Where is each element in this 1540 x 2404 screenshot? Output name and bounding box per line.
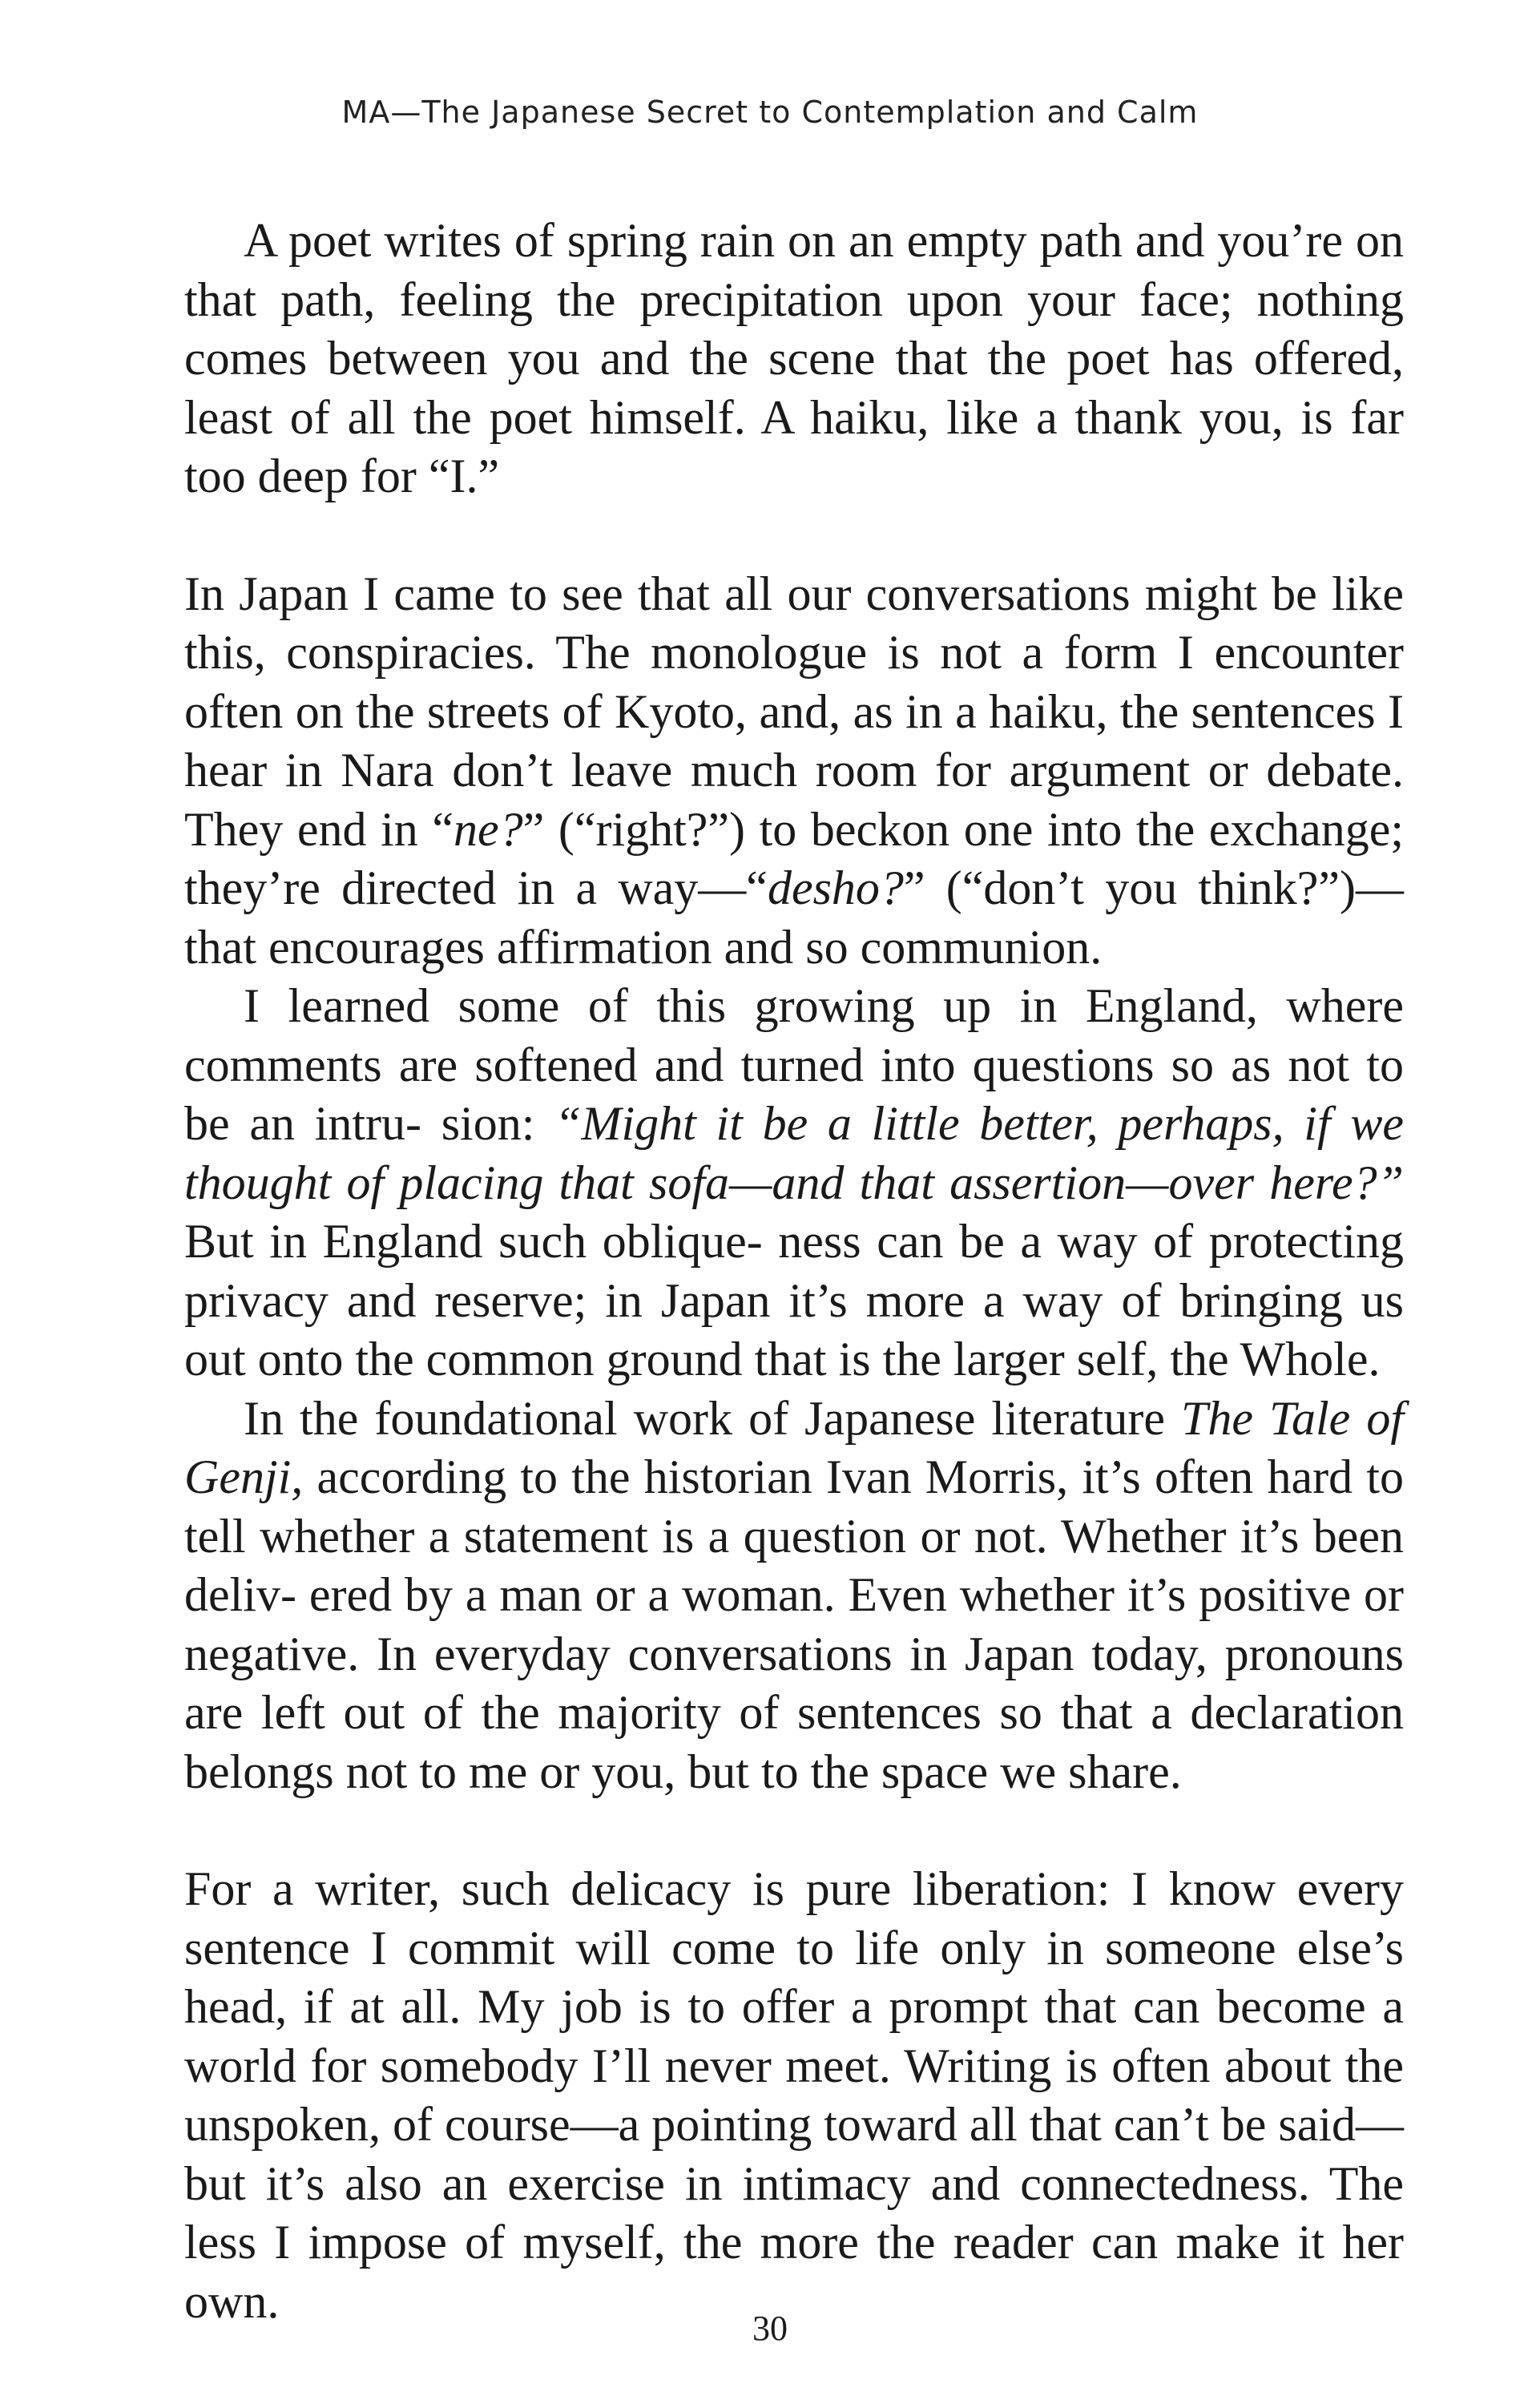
- body-text: [184, 212, 1404, 2331]
- paragraph-2-part-e: ” (“don’t you think?”)—that encourages affirmation and so communion.: [184, 861, 1405, 974]
- paragraph-4-part-a: In the foundational work of Japanese literature: [244, 1391, 1182, 1445]
- paragraph-2-part-c: ” (“right?”) to beckon one into the exchange; they’re directed in a way—“: [184, 802, 1404, 914]
- paragraph-2: [184, 565, 1404, 978]
- page-number: 30: [752, 2309, 788, 2348]
- paragraph-2-part-a: In Japan I came to see that all our conversations might be like this, conspiracies. The monologue is not a form I encounter often on the streets of Kyoto, and, as in a haiku, the sentences I hear in Nara don’t leave much room for argument or debate. They end in “: [184, 567, 1404, 856]
- paragraph-1: A poet writes of spring rain on an empty path and you’re on that path, feeling the precipitation upon your face; nothing comes between you and the scene that the poet has offered, least of all the poet himself. A haiku, like a thank you, is far too deep for “I.”: [184, 214, 1404, 502]
- running-head: MA—The Japanese Secret to Contemplation and Calm: [341, 95, 1199, 130]
- paragraph-2-ne: ne?: [454, 802, 523, 856]
- paragraph-3-quote: “Might it be a little better, perhaps, if we thought of placing that sofa—and that assertion—over here?”: [184, 1097, 1404, 1209]
- paragraph-3-part-c: But in England such oblique- ness can be a way of protecting privacy and reserve; in Japan it’s more a way of bringing us out onto the common ground that is the larger self, the Whole.: [184, 1215, 1404, 1386]
- paragraph-2-desho: desho?: [767, 861, 904, 914]
- paragraph-3-part-a: I learned some of this growing up in England, where comments are softened and turned into questions so as not to be an intru- sion:: [184, 979, 1404, 1150]
- paragraph-4: [184, 1390, 1404, 1802]
- paragraph-3: [184, 977, 1404, 1390]
- paragraph-5: For a writer, such delicacy is pure liberation: I know every sentence I commit will come to life only in someone else’s head, if at all. My job is to offer a prompt that can become a world for somebody I’ll never meet. Writing is often about the unspoken, of course—a pointing toward all that can’t be said—but it’s also an exercise in intimacy and connectedness. The less I impose of myself, the more the reader can make it her own.: [184, 1862, 1404, 2328]
- paragraph-4-title: The Tale of Genji,: [184, 1391, 1404, 1503]
- paragraph-4-part-c: according to the historian Ivan Morris, it’s often hard to tell whether a statement is a question or not. Whether it’s been deliv- ered by a man or a woman. Even whether it’s positive or negative. In everyday conversations in Japan today, pronouns are left out of the majority of sentences so that a declaration belongs not to me or you, but to the space we share.: [184, 1450, 1404, 1798]
